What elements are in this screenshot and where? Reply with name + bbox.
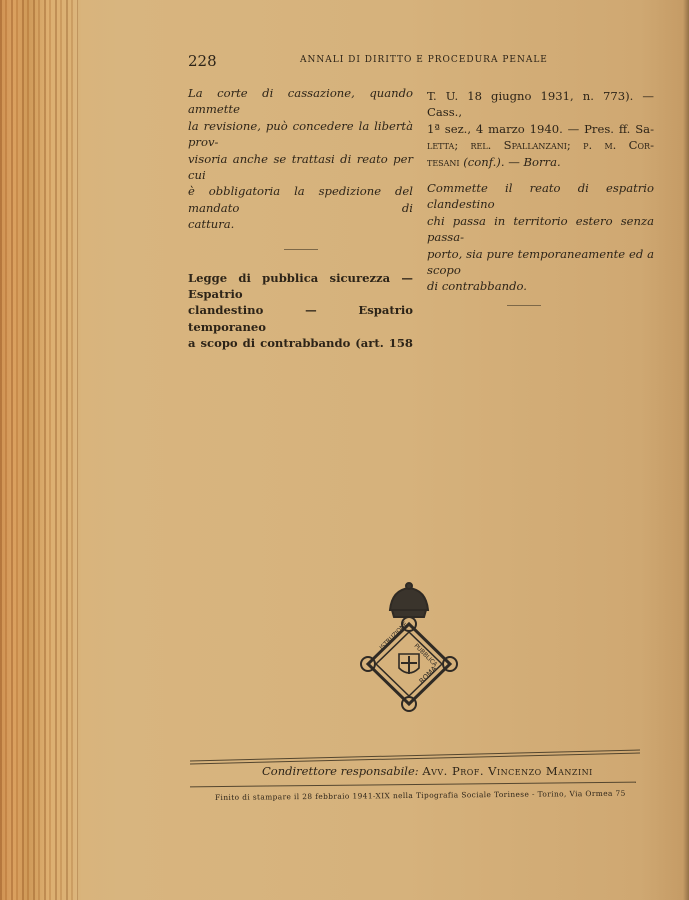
director-label: Condirettore responsabile: (262, 764, 419, 778)
maxim-line: è obbligatoria la spedizione del mandato di (188, 184, 413, 215)
footer-rule (190, 782, 636, 788)
heading-line: a scopo di contrabbando (art. 158 (188, 336, 413, 351)
page-number: 228 (188, 52, 217, 70)
stamp-text: ROMA (417, 664, 439, 686)
heading-line: Legge di pubblica sicurezza — Espatrio (188, 270, 413, 302)
printer-colophon: Finito di stampare il 28 febbraio 1941-XIX nella Tipografia Sociale Torinese - Torino, Via Ormea 75 (214, 788, 626, 802)
maxim-line: cattura. (188, 217, 235, 232)
maxim-line: Commette il reato di espatrio clandestino (427, 181, 654, 212)
conformity-note: (conf.). (463, 154, 505, 169)
left-column (188, 85, 413, 352)
maxim-line: di contrabbando. (427, 279, 527, 294)
prosecutor-name-end: tesani (427, 154, 460, 169)
maxim-line: La corte di cassazione, quando ammette (188, 86, 413, 117)
director-credit (262, 764, 593, 778)
maxim-line: porto, sia pure temporaneamente ed a scopo (427, 246, 654, 278)
defendant-name: — Borra. (508, 154, 561, 169)
maxim-line: la revisione, può concedere la libertà prov- (188, 118, 413, 150)
citation-line: 1ª sez., 4 marzo 1940. — Pres. ff. Sa- (427, 121, 654, 136)
section-rule (507, 305, 541, 306)
citation-line: letta; rel. Spallanzani; p. m. Cor- (427, 138, 654, 153)
page-right-edge (683, 0, 689, 900)
library-stamp-emblem (352, 580, 467, 725)
stamp-text: PUBBLICA (412, 642, 439, 669)
right-column (427, 88, 654, 306)
page-header (188, 52, 553, 68)
citation-line: T. U. 18 giugno 1931, n. 773). — Cass., (427, 89, 654, 120)
stamp-text: ISTRUZIONE (378, 620, 410, 652)
director-name: Avv. Prof. Vincenzo Manzini (422, 764, 593, 778)
running-title: ANNALI DI DIRITTO E PROCEDURA PENALE (300, 55, 548, 65)
book-spine-edge (0, 0, 78, 900)
heading-line: clandestino — Espatrio temporaneo (188, 303, 413, 334)
maxim-line: visoria anche se trattasi di reato per cui (188, 151, 413, 183)
citation-line (427, 154, 654, 170)
maxim-line: chi passa in territorio estero senza passa- (427, 213, 654, 245)
